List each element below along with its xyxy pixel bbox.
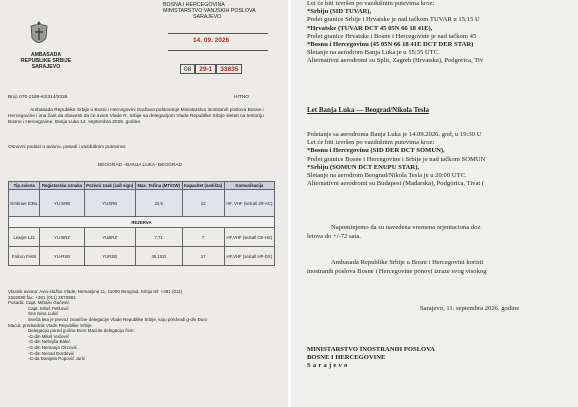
table-cell: HF,VHF (selcall HP-DS) (224, 247, 274, 266)
table-header: Kapacitet (sedišta) (184, 183, 223, 188)
table-header: Komunikacija (224, 182, 274, 190)
stamp-box: 33835 (216, 64, 242, 74)
stamp-line (168, 50, 268, 51)
route-line: Sletanje na aerodrom Beograd/Nikola Tesla je u 20:00 UTC. (307, 172, 467, 180)
reference-number: Broj: 070-2189-KS314/2026 (8, 95, 68, 100)
stamp-box: 08 (180, 64, 195, 74)
embassy-name: AMBASADA REPUBLIKE SRBIJE SARAJEVO (20, 52, 72, 70)
table-cell: YURSB (84, 247, 135, 266)
table-cell: 17 (182, 247, 224, 266)
right-page (291, 0, 578, 407)
route-line: *Srbiju (SID TUVAR), (307, 8, 372, 16)
ministry-stamp: BOSNA I HERCEGOVINA MINISTARSTVO VANJSKIH POSLOVA SARAJEVO (163, 2, 256, 21)
table-header-row (9, 182, 275, 190)
route-line: *Bosnu i Hercegovinu (SID DER DCT SOMUN), (307, 147, 445, 155)
table-cell: HF,VHF (selcall CE-HS) (224, 228, 274, 247)
note-line: letova do +/-72 sata. (307, 233, 361, 240)
closing-line: Ambasada Republike Srbije u Bosni i Hercegovini koristi (331, 259, 484, 266)
stamp-number-boxes (180, 64, 242, 74)
stamp-line (168, 33, 268, 34)
table-cell: YU-BRZ (40, 228, 84, 247)
table-cell: YUBRZ (84, 228, 135, 247)
table-cell: 7,71 (135, 228, 182, 247)
table-header: Max. Težina (MT/OW) (135, 182, 182, 190)
table-header: Pozivni znak (call sign) (84, 182, 135, 190)
table-cell: Learjet L31 (9, 228, 40, 247)
closing-line: inostranih poslova Bosne i Hercegovine ponovi izraze svog visokog (307, 268, 487, 275)
return-flight-title: Let Banja Luka — Beograd/Nikola Tesla (307, 106, 429, 114)
table-cell: Falcon FA6X (9, 247, 40, 266)
route-line: Alternativni aerodromi su Budapest (Mađarska), Podgorica, Tivat ( (307, 180, 485, 188)
reserve-row (9, 217, 275, 228)
note-line: Napominjemo da su navedena vremena orjentaciona doz (331, 224, 481, 231)
basic-data-heading: Osnovni podaci o avionu, posadi i vazdušnim putevima: (8, 145, 127, 150)
route-line: Let će biti izvršen po vazdušnim putevima kroz: (307, 139, 435, 147)
route-line: *Srbiju (SOMUN DCT ENUPU STAR), (307, 163, 420, 171)
return-route-text (307, 131, 578, 188)
route-line: *Hrvatske (TUVAR DCT 45 05N 66 18 41E), (307, 24, 433, 32)
table-cell: Embraer E35L (9, 190, 40, 217)
route-line: Prelet granice Srbije i Hrvatske je nad tačkom TUVAR u 15:15 U (307, 16, 480, 24)
route-line: Poletanje sa aerodroma Banja Luka je 14.09.2026. god, u 19:30 U (307, 131, 482, 138)
table-cell: HF, VHF (selcall JR-AC) (224, 190, 274, 217)
table-row (9, 228, 275, 247)
urgent-label: HITNO (234, 95, 249, 100)
table-cell: 35,153t (135, 247, 182, 266)
outbound-route-text (307, 0, 578, 66)
table-row (9, 247, 275, 266)
table-cell: 22,5 (135, 190, 182, 217)
table-header: Registarska oznaka (40, 182, 84, 190)
aircraft-table (8, 181, 275, 266)
table-cell: 7 (182, 228, 224, 247)
owner-crew-delegation-text: Vlasnik aviona: Avio-služba Vlade, Nemanjina 11, 11000 Beograd, Srbija tel: +381 (011) 2602890 fax: +381 (011) 2673992. Posada: Capt. Mihailo Gačević Capt. Miloš Petković Sne Nina Lukić Sveča leta je prevoz zvanične delegacije Vlade Republike Srbije, koju predvodi g-din Đuro Macut, predsednik Vlade Republike Srbije. Delegaciju pored g-dina Đure Macuta delegaciju čine: -G-din Miloš Vučević -G-din Nebojša Bakić -G-din Nemanja Okcović -G-din Nenad Đorđević -G-da Danijela Popović Jurić (8, 289, 208, 362)
route-line: Let će biti izvršen po vazdušnim putevima kroz: (307, 0, 435, 7)
table-cell: 13 (182, 190, 224, 217)
table-cell: YU-SRB (40, 190, 84, 217)
place-date: Sarajevo, 11. septembra 2026. godine (420, 305, 520, 312)
intro-paragraph: Ambasada Republike Srbije u Bosni i Hercegovini izražava poštovanje Ministarstvu inostranih poslova Bosne i Hercegovine i ima čast da obavesti da će avion Vlade R. Srbije sa delegacijom Vlade Republike Srbije sletati na teritoriju Bosne i Hercegovine, Banja Luka 14. septembra 2026. godine. (8, 108, 264, 126)
reserve-label: REZERVA (9, 217, 275, 228)
route-line: Prelet granice Bosne i Hercegovine i Srbije je nad tačkom SOMUN (307, 155, 486, 163)
route-line: *Bosnu i Hercegovinu (45 05N 66 18 41E DCT DER STAR) (307, 41, 474, 49)
table-header: Tip aviona (9, 182, 40, 190)
route-line: BEOGRAD –BANJA LUKA- BEOGRAD (98, 163, 182, 168)
stamp-box: 29-1 (195, 64, 216, 74)
table-cell: YU-RSB (40, 247, 84, 266)
table-row (9, 190, 275, 217)
left-page (0, 0, 288, 407)
coat-of-arms-icon (28, 20, 50, 48)
stamp-date: 14. 09. 2026 (193, 37, 230, 44)
route-line: Prelet granice Hrvatske i Bosne i Hercegovine je nad tačkom 45 (307, 32, 477, 40)
route-line: Sletanje na aerodrom Banja Luka je u 15:35 UTC. (307, 49, 440, 57)
route-line: Alternativni aerodromi su Split, Zagreb (Hrvatska), Podgorica, Tiv (307, 57, 484, 65)
table-cell: YUSRB (84, 190, 135, 217)
recipient-block: MINISTARSTVO INOSTRANIH POSLOVA BOSNE I HERCEGOVINE Sarajevo (307, 346, 435, 370)
